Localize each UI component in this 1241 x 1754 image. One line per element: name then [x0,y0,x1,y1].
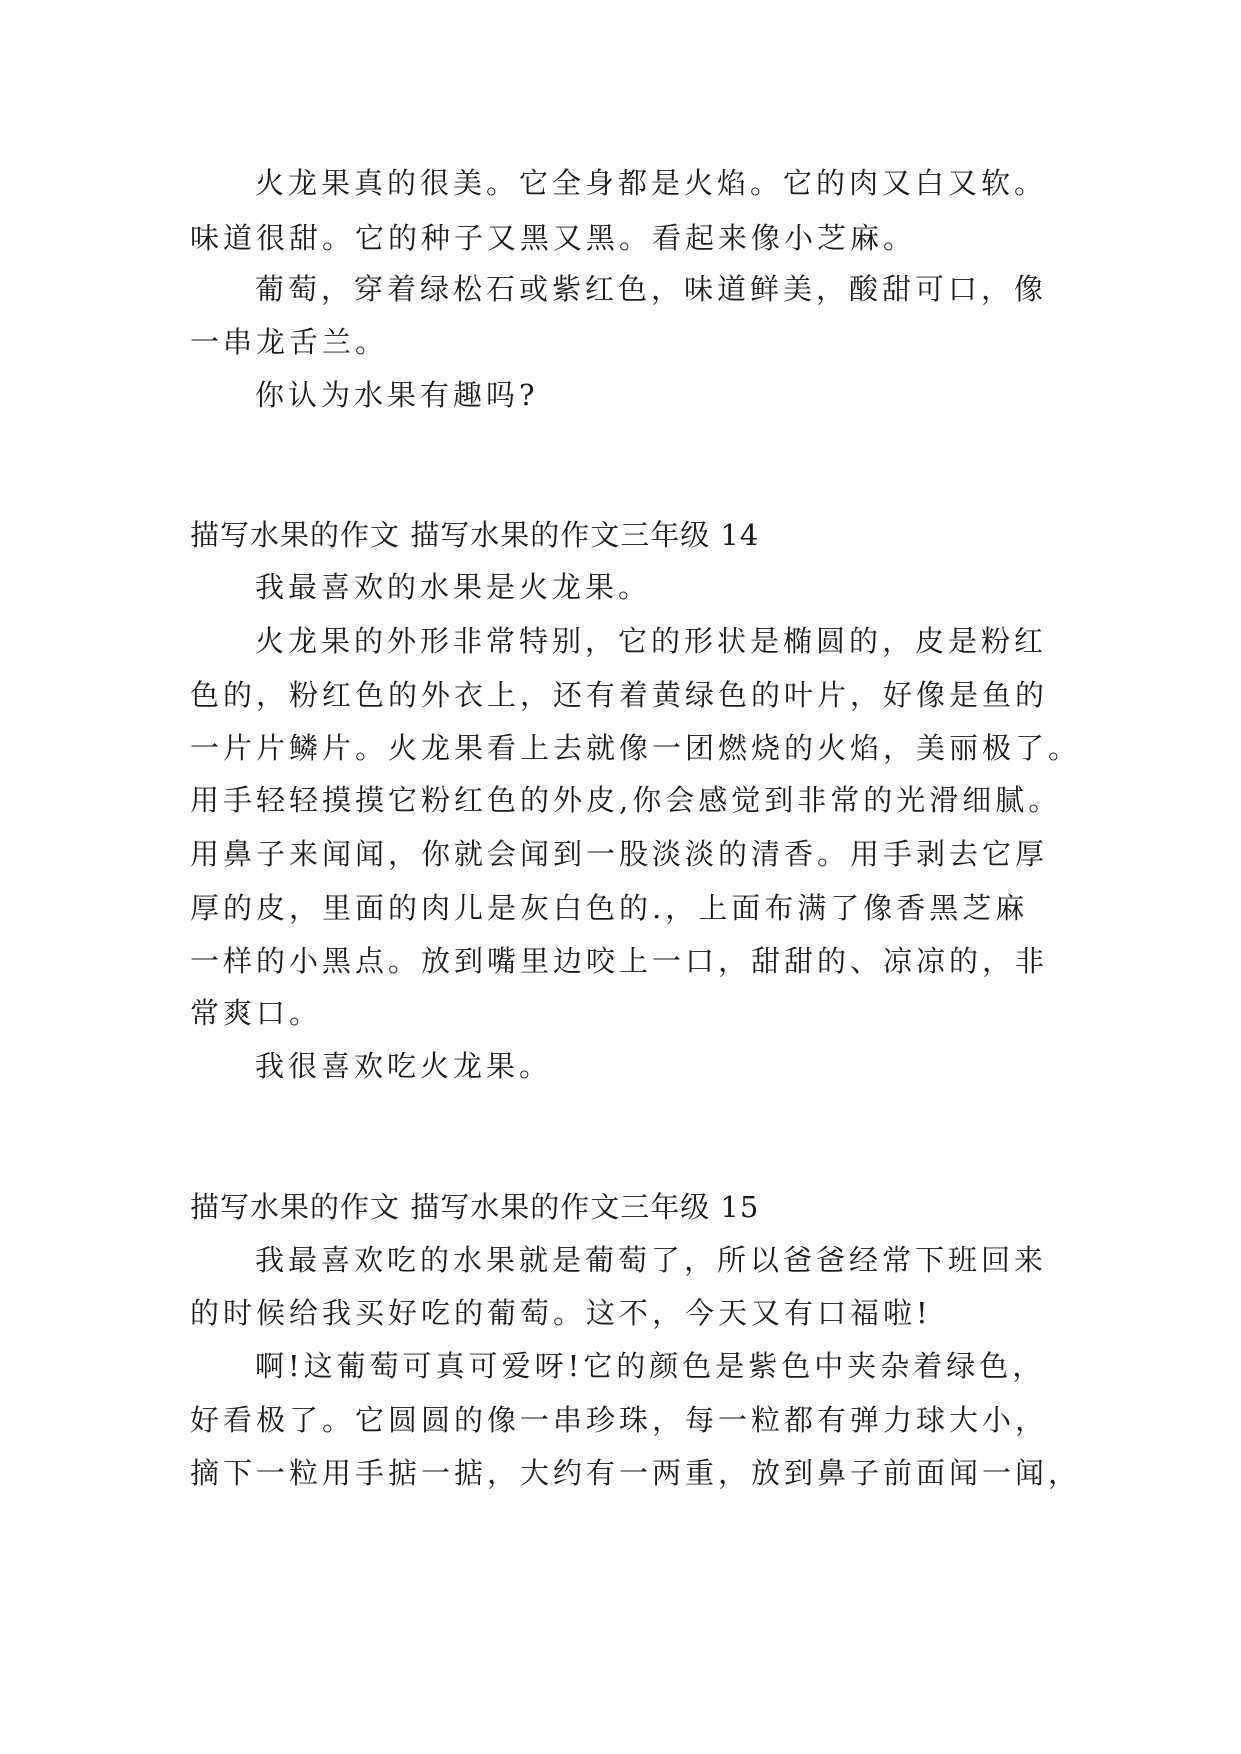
section-heading: 描写水果的作文 描写水果的作文三年级 14 [190,518,760,552]
paragraph-line: 一串龙舌兰。 [190,325,389,359]
paragraph-line: 色的，粉红色的外衣上，还有着黄绿色的叶片，好像是鱼的 [190,678,1049,712]
paragraph-line: 一片片鳞片。火龙果看上去就像一团燃烧的火焰，美丽极了。 [190,731,1082,765]
paragraph-line: 厚的皮，里面的肉儿是灰白色的.，上面布满了像香黑芝麻 [190,891,1029,925]
paragraph-line: 好看极了。它圆圆的像一串珍珠，每一粒都有弹力球大小， [190,1403,1049,1437]
paragraph-line: 火龙果的外形非常特别，它的形状是椭圆的，皮是粉红 [255,624,1048,658]
paragraph-line: 我最喜欢吃的水果就是葡萄了，所以爸爸经常下班回来 [255,1243,1048,1277]
paragraph-line: 用鼻子来闻闻，你就会闻到一股淡淡的清香。用手剥去它厚 [190,837,1049,871]
paragraph-line: 啊!这葡萄可真可爱呀!它的颜色是紫色中夹杂着绿色， [255,1349,1046,1383]
paragraph-line: 葡萄，穿着绿松石或紫红色，味道鲜美，酸甜可口，像 [255,272,1048,306]
paragraph-line: 常爽口。 [190,996,323,1030]
paragraph-line: 我很喜欢吃火龙果。 [255,1049,553,1083]
section-heading: 描写水果的作文 描写水果的作文三年级 15 [190,1190,760,1224]
paragraph-line: 火龙果真的很美。它全身都是火焰。它的肉又白又软。 [255,166,1048,200]
paragraph-line: 用手轻轻摸摸它粉红色的外皮,你会感觉到非常的光滑细腻。 [190,783,1062,817]
paragraph-line: 味道很甜。它的种子又黑又黑。看起来像小芝麻。 [190,221,917,255]
paragraph-line: 摘下一粒用手掂一掂，大约有一两重，放到鼻子前面闻一闻， [190,1456,1082,1490]
paragraph-line: 一样的小黑点。放到嘴里边咬上一口，甜甜的、凉凉的，非 [190,944,1049,978]
paragraph-line: 我最喜欢的水果是火龙果。 [255,570,652,604]
paragraph-line: 你认为水果有趣吗? [255,378,539,412]
paragraph-line: 的时候给我买好吃的葡萄。这不，今天又有口福啦! [190,1296,932,1330]
